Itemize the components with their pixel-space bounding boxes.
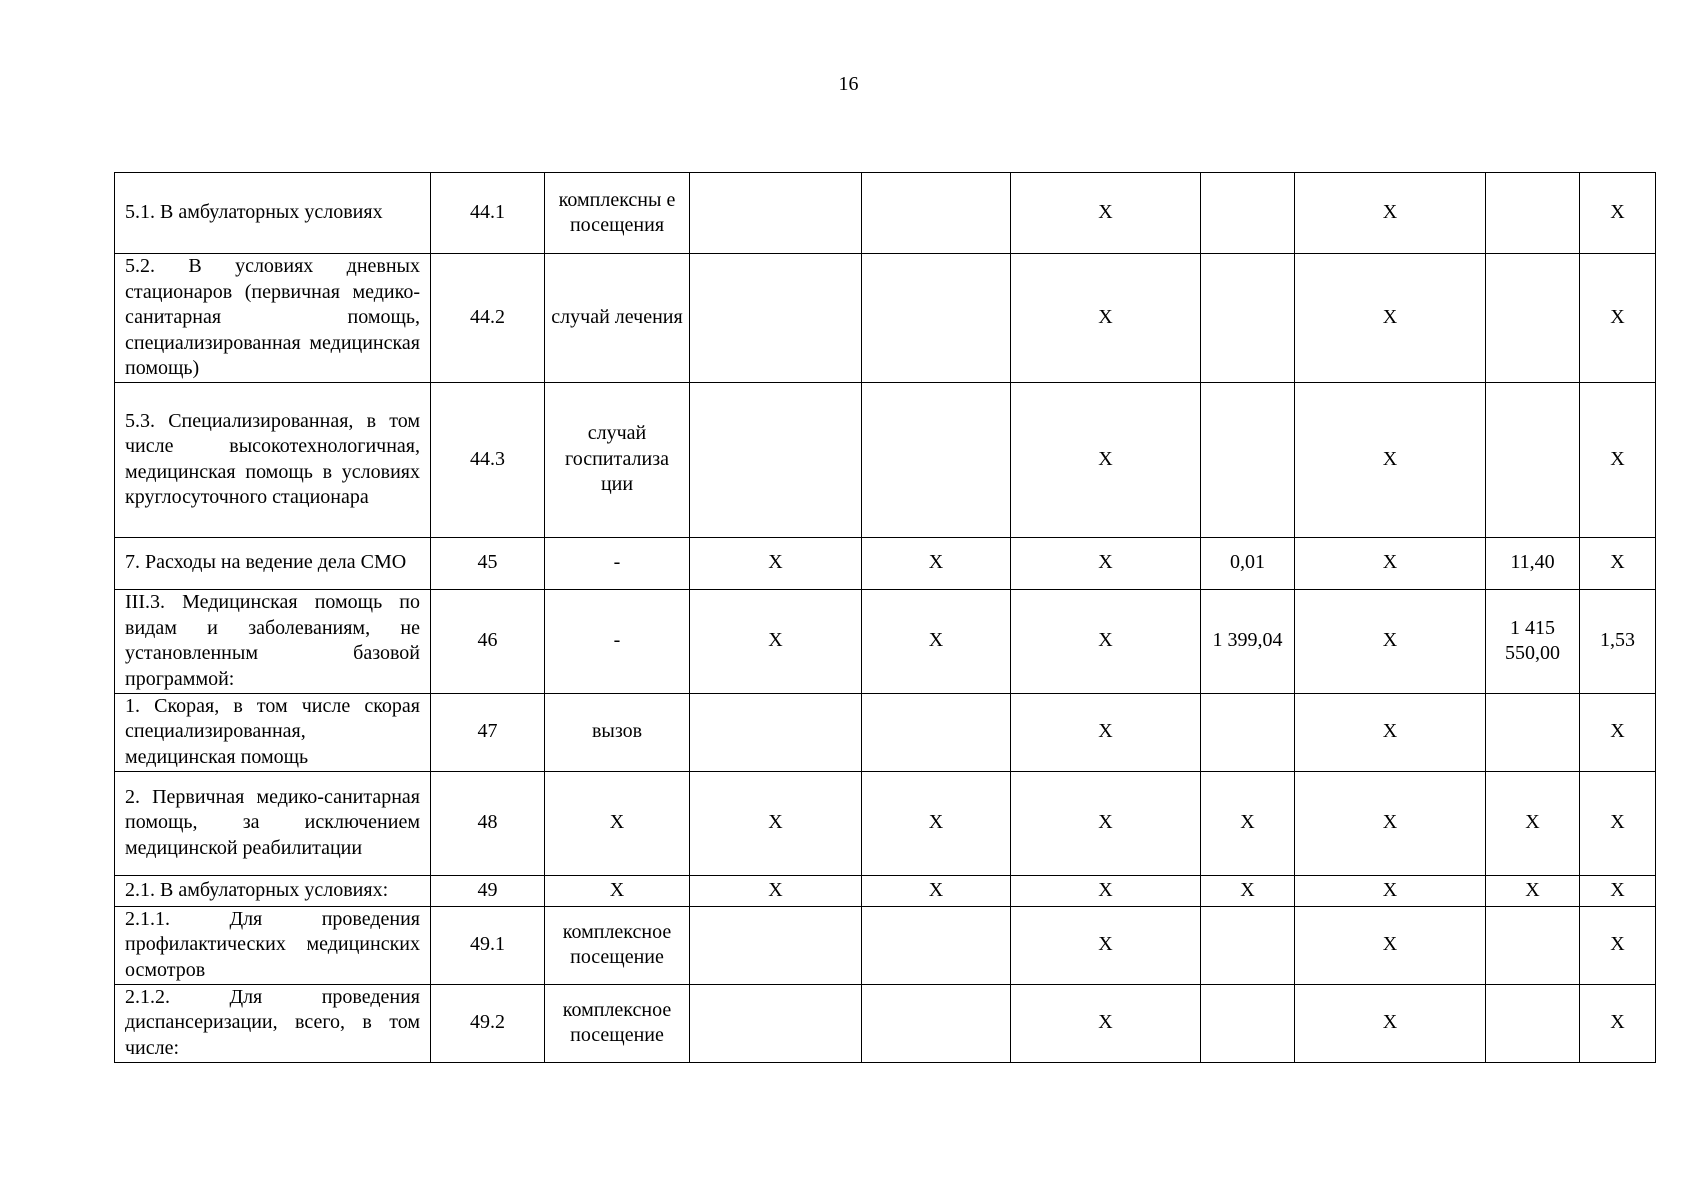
- table-cell: [690, 173, 862, 254]
- table-cell: [690, 254, 862, 383]
- table-cell: [862, 693, 1011, 771]
- table-cell: Х: [690, 589, 862, 693]
- table-cell: Х: [1011, 382, 1201, 537]
- table-cell: [1201, 254, 1295, 383]
- table-cell: [1201, 906, 1295, 984]
- row-description: III.3. Медицинская помощь по видам и заболеваниям, не установленным базовой программой:: [115, 589, 431, 693]
- table-cell: Х: [1580, 875, 1656, 906]
- table-cell: Х: [1486, 771, 1580, 875]
- row-number: 49.2: [431, 984, 545, 1062]
- table-cell: Х: [1580, 771, 1656, 875]
- table-cell: Х: [1011, 589, 1201, 693]
- row-number: 44.3: [431, 382, 545, 537]
- table-cell: [862, 906, 1011, 984]
- table-cell: Х: [1580, 693, 1656, 771]
- table-cell: [1486, 906, 1580, 984]
- table-cell: [690, 693, 862, 771]
- table-cell: Х: [862, 589, 1011, 693]
- table-cell: 1 399,04: [1201, 589, 1295, 693]
- row-unit: Х: [545, 875, 690, 906]
- table-cell: [862, 984, 1011, 1062]
- row-number: 49: [431, 875, 545, 906]
- table-cell: 11,40: [1486, 537, 1580, 589]
- table-row: [115, 254, 1656, 383]
- table-row: [115, 173, 1656, 254]
- table-cell: [862, 382, 1011, 537]
- table-row: [115, 693, 1656, 771]
- row-number: 46: [431, 589, 545, 693]
- table-cell: Х: [1011, 906, 1201, 984]
- row-description: 2. Первичная медико-санитарная помощь, за исключением медицинской реабилитации: [115, 771, 431, 875]
- row-description: 2.1. В амбулаторных условиях:: [115, 875, 431, 906]
- row-number: 48: [431, 771, 545, 875]
- row-number: 44.1: [431, 173, 545, 254]
- row-number: 45: [431, 537, 545, 589]
- table-row: [115, 984, 1656, 1062]
- table-cell: Х: [1295, 537, 1486, 589]
- table-cell: Х: [690, 875, 862, 906]
- table-cell: Х: [1580, 173, 1656, 254]
- row-description: 2.1.2. Для проведения диспансеризации, всего, в том числе:: [115, 984, 431, 1062]
- table-cell: [862, 254, 1011, 383]
- table-cell: Х: [1011, 984, 1201, 1062]
- page-number: 16: [838, 73, 859, 95]
- table-cell: Х: [690, 537, 862, 589]
- row-unit: Х: [545, 771, 690, 875]
- table-cell: Х: [1011, 771, 1201, 875]
- row-unit: случай госпитализа ции: [545, 382, 690, 537]
- table-cell: Х: [1295, 254, 1486, 383]
- table-cell: [690, 984, 862, 1062]
- table-cell: Х: [1295, 984, 1486, 1062]
- table-cell: Х: [862, 875, 1011, 906]
- row-unit: комплексное посещение: [545, 984, 690, 1062]
- table-cell: Х: [1011, 537, 1201, 589]
- table-cell: [1486, 254, 1580, 383]
- row-description: 5.2. В условиях дневных стационаров (первичная медико-санитарная помощь, специализированная медицинская помощь): [115, 254, 431, 383]
- table-cell: Х: [1201, 771, 1295, 875]
- table-cell: 1 415 550,00: [1486, 589, 1580, 693]
- row-number: 49.1: [431, 906, 545, 984]
- table-cell: Х: [1580, 537, 1656, 589]
- table-cell: [1201, 173, 1295, 254]
- table-cell: Х: [1295, 906, 1486, 984]
- table-cell: [862, 173, 1011, 254]
- table-cell: Х: [1201, 875, 1295, 906]
- row-description: 5.3. Специализированная, в том числе высокотехнологичная, медицинская помощь в условиях круглосуточного стационара: [115, 382, 431, 537]
- table-row: [115, 875, 1656, 906]
- table-cell: [1486, 382, 1580, 537]
- row-unit: вызов: [545, 693, 690, 771]
- row-unit: случай лечения: [545, 254, 690, 383]
- table-cell: Х: [1011, 875, 1201, 906]
- table-cell: [690, 906, 862, 984]
- table-cell: Х: [1580, 906, 1656, 984]
- table-cell: Х: [690, 771, 862, 875]
- table-cell: Х: [1295, 382, 1486, 537]
- table-row: [115, 906, 1656, 984]
- table-cell: Х: [1295, 693, 1486, 771]
- row-unit: -: [545, 537, 690, 589]
- table-cell: 0,01: [1201, 537, 1295, 589]
- table-row: [115, 537, 1656, 589]
- data-table: [114, 172, 1656, 1063]
- row-description: 7. Расходы на ведение дела СМО: [115, 537, 431, 589]
- table-row: [115, 589, 1656, 693]
- row-unit: комплексны е посещения: [545, 173, 690, 254]
- table-cell: Х: [1580, 984, 1656, 1062]
- row-number: 44.2: [431, 254, 545, 383]
- table-cell: Х: [1486, 875, 1580, 906]
- row-unit: -: [545, 589, 690, 693]
- table-cell: [1201, 382, 1295, 537]
- table-cell: [1486, 173, 1580, 254]
- table-cell: [1486, 693, 1580, 771]
- table-cell: Х: [1011, 693, 1201, 771]
- table-cell: [690, 382, 862, 537]
- table-cell: Х: [1011, 173, 1201, 254]
- table-cell: Х: [1011, 254, 1201, 383]
- table-cell: Х: [1580, 254, 1656, 383]
- table-cell: Х: [1295, 875, 1486, 906]
- row-description: 5.1. В амбулаторных условиях: [115, 173, 431, 254]
- row-description: 1. Скорая, в том числе скорая специализированная, медицинская помощь: [115, 693, 431, 771]
- table-cell: Х: [1295, 589, 1486, 693]
- row-number: 47: [431, 693, 545, 771]
- table-row: [115, 771, 1656, 875]
- table-cell: [1486, 984, 1580, 1062]
- table-cell: Х: [1295, 173, 1486, 254]
- table-cell: Х: [862, 537, 1011, 589]
- table-cell: Х: [1295, 771, 1486, 875]
- row-description: 2.1.1. Для проведения профилактических медицинских осмотров: [115, 906, 431, 984]
- table-cell: [1201, 693, 1295, 771]
- table-cell: 1,53: [1580, 589, 1656, 693]
- table-row: [115, 382, 1656, 537]
- table-cell: [1201, 984, 1295, 1062]
- table-cell: Х: [1580, 382, 1656, 537]
- row-unit: комплексное посещение: [545, 906, 690, 984]
- table-cell: Х: [862, 771, 1011, 875]
